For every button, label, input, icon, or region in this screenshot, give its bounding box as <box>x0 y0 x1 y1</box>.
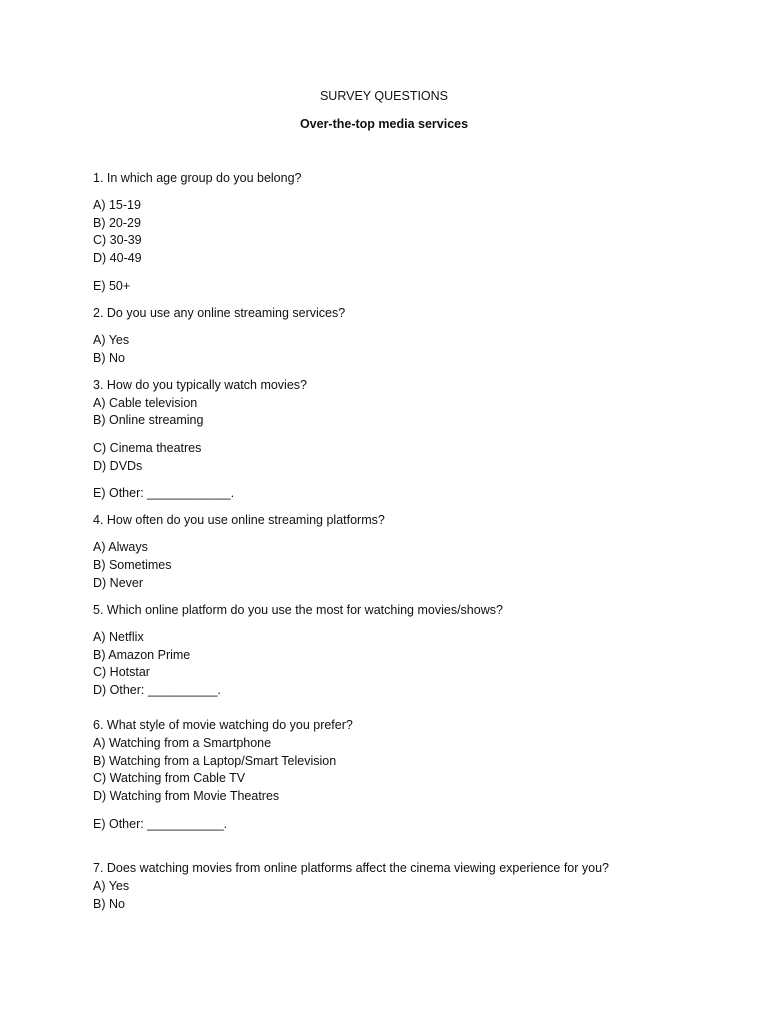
question-6-text: 6. What style of movie watching do you prefer? <box>93 718 353 732</box>
question-1-option-c: C) 30-39 <box>93 233 142 247</box>
question-2-option-b: B) No <box>93 351 125 365</box>
question-6-option-a: A) Watching from a Smartphone <box>93 736 272 750</box>
question-1-option-b: B) 20-29 <box>93 216 141 230</box>
question-3-option-b: B) Online streaming <box>93 413 204 427</box>
question-3-text: 3. How do you typically watch movies? <box>93 378 307 392</box>
question-3-option-d: D) DVDs <box>93 459 143 473</box>
question-1-option-d: D) 40-49 <box>93 251 142 265</box>
question-4-option-b: B) Sometimes <box>93 558 172 572</box>
question-2-option-a: A) Yes <box>93 333 130 347</box>
question-4-option-a: A) Always <box>93 540 148 554</box>
question-5-option-b: B) Amazon Prime <box>93 648 191 662</box>
question-5-option-d: D) Other: __________. <box>93 683 221 697</box>
question-4-text: 4. How often do you use online streaming platforms? <box>93 513 385 527</box>
question-5-text: 5. Which online platform do you use the most for watching movies/shows? <box>93 603 503 617</box>
question-1-option-e: E) 50+ <box>93 279 131 293</box>
question-6-option-c: C) Watching from Cable TV <box>93 771 246 785</box>
question-1-text: 1. In which age group do you belong? <box>93 171 302 185</box>
question-6-option-e: E) Other: ___________. <box>93 817 228 831</box>
question-6-option-b: B) Watching from a Laptop/Smart Television <box>93 754 337 768</box>
document-subtitle: Over-the-top media services <box>299 117 469 131</box>
document-heading: SURVEY QUESTIONS <box>319 89 449 103</box>
question-7-text: 7. Does watching movies from online platforms affect the cinema viewing experience for you? <box>93 861 609 875</box>
question-6-option-d: D) Watching from Movie Theatres <box>93 789 280 803</box>
question-1-option-a: A) 15-19 <box>93 198 141 212</box>
question-7-option-b: B) No <box>93 897 125 911</box>
question-5-option-a: A) Netflix <box>93 630 144 644</box>
question-7-option-a: A) Yes <box>93 879 130 893</box>
question-3-option-e: E) Other: ____________. <box>93 486 235 500</box>
question-2-text: 2. Do you use any online streaming services? <box>93 306 346 320</box>
question-3-option-a: A) Cable television <box>93 396 198 410</box>
question-3-option-c: C) Cinema theatres <box>93 441 202 455</box>
question-4-option-d: D) Never <box>93 576 144 590</box>
question-5-option-c: C) Hotstar <box>93 665 150 679</box>
